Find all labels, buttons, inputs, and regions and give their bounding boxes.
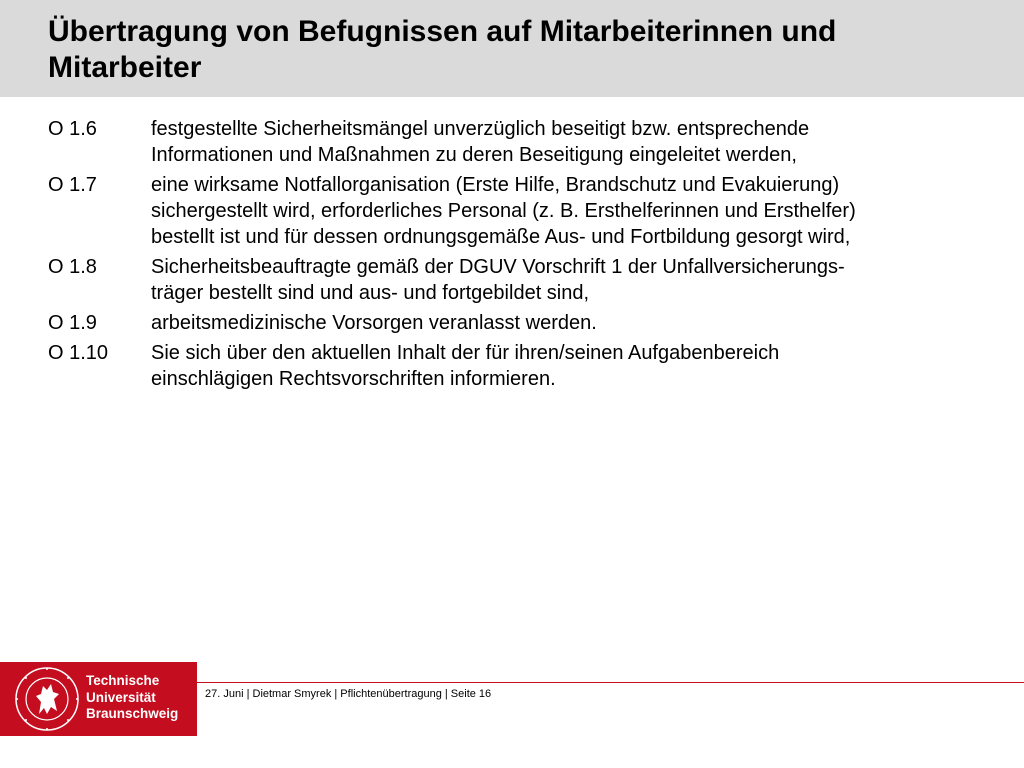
- list-item: [48, 310, 998, 336]
- list-item: [48, 254, 998, 306]
- list-item: [48, 340, 998, 392]
- item-number: O 1.10: [48, 342, 109, 364]
- slide-title: Übertragung von Befugnissen auf Mitarbeiterinnen und Mitarbeiter: [48, 15, 837, 84]
- item-number: O 1.9: [48, 312, 97, 334]
- obligation-list: [48, 116, 998, 396]
- university-logo: [0, 662, 197, 736]
- item-text: eine wirksame Notfallorganisation (Erste Hilfe, Brandschutz und Evakuierung) sichergestellt wird, erforderliches Personal (z. B. Ersthelferinnen und Ersthelfer) bestellt ist und für dessen ordnungsgemäße Aus- und Fortbildung gesorgt wird,: [151, 174, 856, 248]
- item-number: O 1.7: [48, 174, 97, 196]
- university-name: [86, 673, 178, 723]
- item-text: Sicherheitsbeauftragte gemäß der DGUV Vorschrift 1 der Unfallversicherungs- träger bestellt sind und aus- und fortgebildet sind,: [151, 256, 845, 304]
- item-number: O 1.6: [48, 118, 97, 140]
- logo-line-1: Technische: [86, 673, 160, 688]
- item-text: festgestellte Sicherheitsmängel unverzüglich beseitigt bzw. entsprechende Informationen und Maßnahmen zu deren Beseitigung eingeleitet werden,: [151, 118, 810, 166]
- item-number: O 1.8: [48, 256, 97, 278]
- list-item: [48, 116, 998, 168]
- footer-text: 27. Juni | Dietmar Smyrek | Pflichtenübertragung | Seite 16: [205, 688, 492, 700]
- logo-line-2: Universität: [86, 689, 156, 705]
- footer-divider: [197, 682, 1024, 683]
- list-item: [48, 172, 998, 250]
- item-text: Sie sich über den aktuellen Inhalt der für ihren/seinen Aufgabenbereich einschlägigen Rechtsvorschriften informieren.: [151, 342, 780, 390]
- logo-line-3: Braunschweig: [86, 706, 179, 721]
- item-text: arbeitsmedizinische Vorsorgen veranlasst werden.: [151, 312, 597, 334]
- university-seal-icon: [14, 666, 80, 732]
